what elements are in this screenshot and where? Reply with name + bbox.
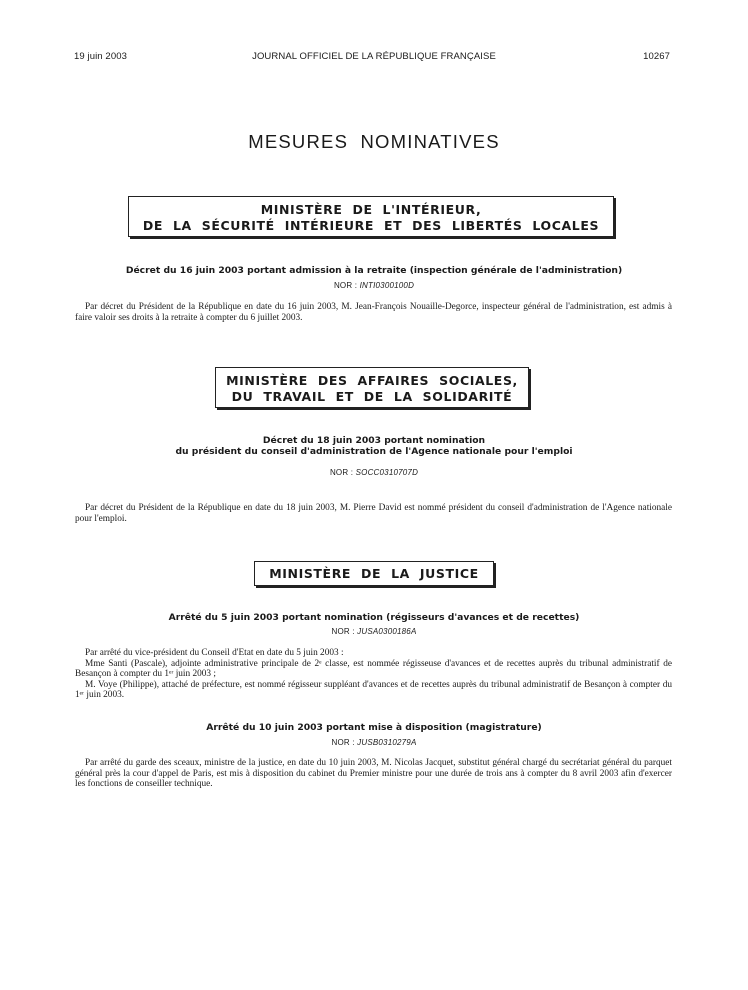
ministry-name-line: DE LA SÉCURITÉ INTÉRIEURE ET DES LIBERTÉS LOCALES bbox=[142, 218, 600, 233]
ministry-box-affaires-sociales bbox=[215, 367, 529, 408]
decree-text bbox=[75, 302, 672, 323]
nor-code: JUSA0300186A bbox=[357, 627, 417, 636]
decree-text bbox=[75, 758, 672, 790]
nor-label: NOR : bbox=[329, 468, 354, 477]
ministry-name-line: MINISTÈRE DES AFFAIRES SOCIALES, bbox=[226, 373, 518, 388]
nor-code: JUSB0310279A bbox=[357, 738, 417, 747]
ministry-name-line: MINISTÈRE DE LA JUSTICE bbox=[269, 566, 479, 581]
page-title: MESURES NOMINATIVES bbox=[248, 131, 500, 152]
decree-title: Décret du 16 juin 2003 portant admission à la retraite (inspection générale de l'administration) bbox=[125, 265, 623, 276]
nor-label: NOR : bbox=[331, 738, 355, 747]
page-number: 10267 bbox=[643, 51, 670, 62]
ministry-name-line: MINISTÈRE DE L'INTÉRIEUR, bbox=[260, 202, 482, 217]
decree-title: du président du conseil d'administration de l'Agence nationale pour l'emploi bbox=[175, 446, 573, 457]
decree-title: Arrêté du 10 juin 2003 portant mise à disposition (magistrature) bbox=[206, 722, 542, 733]
journal-name: JOURNAL OFFICIEL DE LA RÉPUBLIQUE FRANÇAISE bbox=[252, 51, 496, 62]
nor-code: SOCC0310707D bbox=[355, 468, 419, 477]
nor-reference bbox=[0, 627, 748, 636]
nor-code: INTI0300100D bbox=[359, 281, 415, 290]
paragraph: Par arrêté du vice-président du Conseil d'Etat en date du 5 juin 2003 : bbox=[85, 648, 344, 658]
paragraph: Par arrêté du garde des sceaux, ministre de la justice, en date du 10 juin 2003, M. Nicolas Jacquet, substitut général chargé du secrétariat général du parquet général près la cour d'appel de Paris, est mis à disposition du cabinet du Premier ministre pour une durée de trois ans à compter du 8 avril 2003 afin d'exercer les fonctions de conseiller technique. bbox=[75, 758, 672, 789]
paragraph: Mme Santi (Pascale), adjointe administrative principale de 2ᵉ classe, est nommée régisseuse d'avances et de recettes auprès du tribunal administratif de Besançon à compter du 1ᵉʳ juin 2003 ; bbox=[75, 658, 672, 679]
ministry-name-line: DU TRAVAIL ET DE LA SOLIDARITÉ bbox=[231, 389, 513, 404]
nor-label: NOR : bbox=[331, 627, 355, 636]
ministry-box-interieur bbox=[128, 196, 614, 237]
paragraph: Par décret du Président de la République en date du 18 juin 2003, M. Pierre David est nommé président du conseil d'administration de l'Agence nationale pour l'emploi. bbox=[75, 503, 672, 524]
nor-reference bbox=[0, 468, 748, 477]
ministry-box-justice bbox=[254, 561, 494, 586]
paragraph: Par décret du Président de la République en date du 16 juin 2003, M. Jean-François Nouaille-Degorce, inspecteur général de l'administration, est admis à faire valoir ses droits à la retraite à compter du 6 juillet 2003. bbox=[75, 302, 672, 323]
decree-title: Décret du 18 juin 2003 portant nomination bbox=[262, 435, 486, 446]
decree-text bbox=[75, 503, 672, 524]
nor-reference bbox=[0, 281, 748, 290]
issue-date: 19 juin 2003 bbox=[74, 51, 127, 62]
paragraph: M. Voye (Philippe), attaché de préfecture, est nommé régisseur suppléant d'avances et de recettes auprès du tribunal administratif de Besançon à compter du 1ᵉʳ juin 2003. bbox=[75, 679, 672, 700]
decree-title: Arrêté du 5 juin 2003 portant nomination (régisseurs d'avances et de recettes) bbox=[168, 612, 580, 623]
nor-reference bbox=[0, 738, 748, 747]
decree-text bbox=[75, 648, 672, 701]
nor-label: NOR : bbox=[333, 281, 358, 290]
